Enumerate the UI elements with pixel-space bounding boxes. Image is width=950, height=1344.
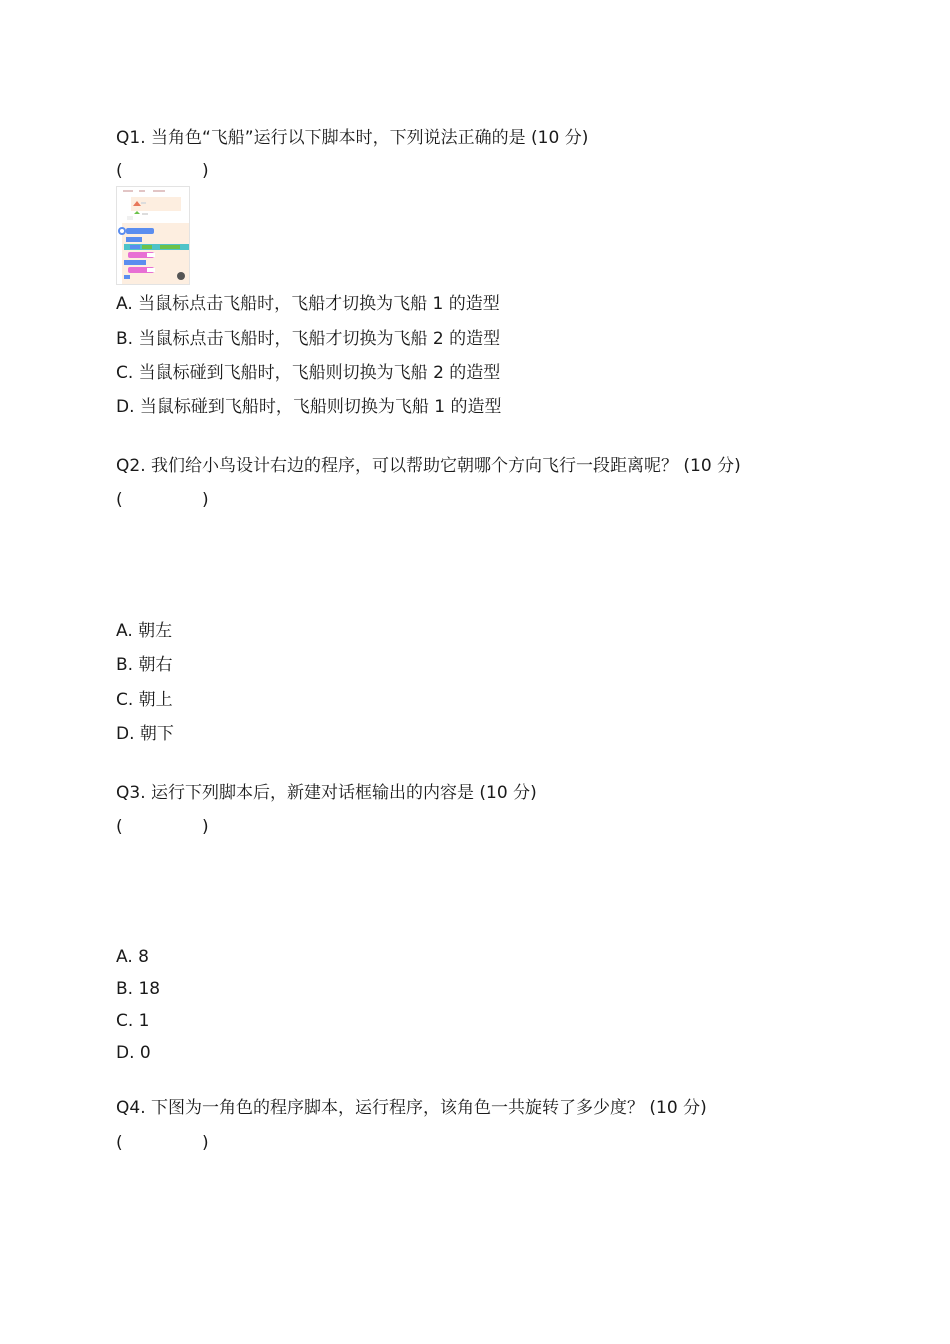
q2-option-b[interactable]: B. 朝右	[116, 655, 173, 675]
q2-title: Q2. 我们给小鸟设计右边的程序，可以帮助它朝哪个方向飞行一段距离呢？ (10 分)	[116, 456, 741, 476]
q4-answer-paren-open: (	[116, 1133, 123, 1153]
q1-option-d[interactable]: D. 当鼠标碰到飞船时，飞船则切换为飞船 1 的造型	[116, 397, 502, 417]
q1-script-screenshot	[116, 186, 190, 285]
q2-answer-paren-open: (	[116, 490, 123, 510]
q3-option-c[interactable]: C. 1	[116, 1011, 150, 1031]
q3-title: Q3. 运行下列脚本后，新建对话框输出的内容是 (10 分)	[116, 783, 537, 803]
q3-option-d[interactable]: D. 0	[116, 1043, 151, 1063]
q1-title: Q1. 当角色“飞船”运行以下脚本时，下列说法正确的是 (10 分)	[116, 128, 589, 148]
q1-option-a[interactable]: A. 当鼠标点击飞船时，飞船才切换为飞船 1 的造型	[116, 294, 500, 314]
q2-answer-paren-close: )	[202, 490, 209, 510]
q2-option-a[interactable]: A. 朝左	[116, 621, 173, 641]
q4-title: Q4. 下图为一角色的程序脚本，运行程序，该角色一共旋转了多少度？ (10 分)	[116, 1098, 707, 1118]
q1-option-b[interactable]: B. 当鼠标点击飞船时，飞船才切换为飞船 2 的造型	[116, 329, 501, 349]
q1-answer-paren-close: )	[202, 161, 209, 181]
q3-answer-paren-close: )	[202, 817, 209, 837]
q1-option-c[interactable]: C. 当鼠标碰到飞船时，飞船则切换为飞船 2 的造型	[116, 363, 501, 383]
q3-option-b[interactable]: B. 18	[116, 979, 161, 999]
q4-answer-paren-close: )	[202, 1133, 209, 1153]
q2-option-c[interactable]: C. 朝上	[116, 690, 173, 710]
q1-answer-paren-open: (	[116, 161, 123, 181]
q2-option-d[interactable]: D. 朝下	[116, 724, 174, 744]
q3-option-a[interactable]: A. 8	[116, 947, 149, 967]
q3-answer-paren-open: (	[116, 817, 123, 837]
